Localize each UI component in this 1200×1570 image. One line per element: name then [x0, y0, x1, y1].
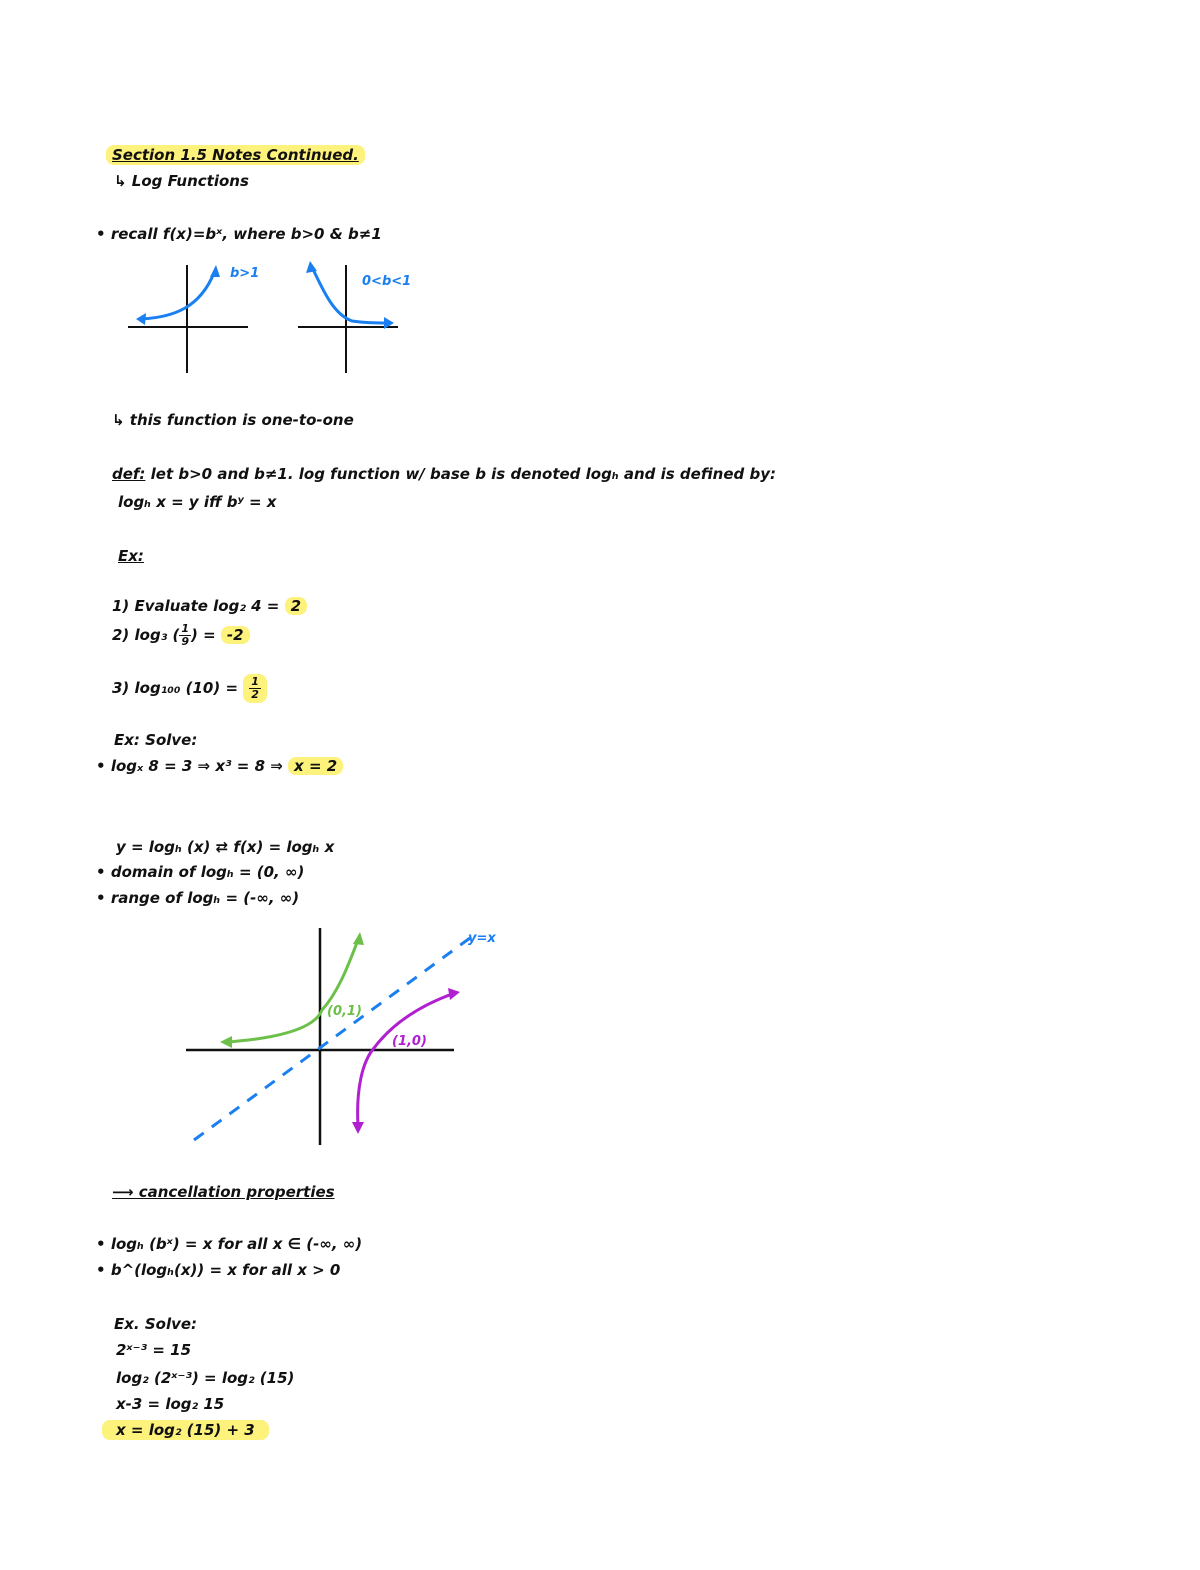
- range-line: [96, 888, 299, 908]
- ex1-text: 1) Evaluate log₂ 4 =: [112, 597, 280, 615]
- arrow-head-top: [306, 261, 317, 273]
- cancel-property-1: [96, 1234, 362, 1254]
- ex2-denominator: 9: [181, 635, 190, 648]
- cancellation-heading: [112, 1182, 335, 1202]
- def-prefix: def:: [112, 465, 146, 483]
- green-arrow-left: [220, 1036, 232, 1048]
- ex2-answer: -2: [221, 626, 250, 644]
- exponential-curve: [228, 940, 358, 1042]
- definition-line: [112, 464, 776, 484]
- bullet: •: [96, 1235, 106, 1253]
- exp-log-graph: [180, 920, 510, 1155]
- label-point-1-0: (1,0): [392, 1034, 427, 1049]
- solve-heading-2: [114, 1314, 197, 1334]
- one-to-one-note: ↳ this function is one-to-one: [112, 411, 354, 429]
- example-1: [112, 596, 307, 616]
- examples-heading: Ex:: [118, 547, 144, 565]
- graph-b-greater-1: [128, 265, 259, 373]
- cancel1-text: logₕ (bˣ) = x for all x ∈ (-∞, ∞): [110, 1235, 363, 1253]
- solve1-text: logₓ 8 = 3 ⇒ x³ = 8 ⇒: [110, 757, 283, 775]
- def-body: let b>0 and b≠1. log function w/ base b is denoted logₕ and is defined by:: [145, 465, 776, 483]
- label-b-less-1: 0<b<1: [362, 274, 412, 289]
- definition-statement: logₕ x = y iff bʸ = x: [118, 493, 277, 511]
- ex2-prefix: 2) log₃ (: [112, 626, 180, 644]
- label-point-0-1: (0,1): [327, 1004, 362, 1019]
- bullet: •: [96, 757, 106, 775]
- bullet: •: [96, 889, 106, 907]
- ex2-numerator: 1: [181, 622, 190, 635]
- section-subtitle: ↳ Log Functions: [114, 172, 249, 190]
- line-y-equals-x: [194, 938, 470, 1140]
- solve-step-1: 2ˣ⁻³ = 15: [116, 1341, 191, 1359]
- label-b-greater-1: b>1: [230, 266, 260, 281]
- range-text: range of logₕ = (-∞, ∞): [110, 889, 300, 907]
- solve1-answer: x = 2: [288, 757, 343, 775]
- solve-step-2: log₂ (2ˣ⁻³) = log₂ (15): [116, 1369, 295, 1387]
- logarithmic-curve: [358, 994, 452, 1126]
- example-2: [112, 620, 250, 650]
- bullet: •: [96, 225, 106, 243]
- cancellation-text: ⟶ cancellation properties: [112, 1183, 335, 1201]
- bullet: •: [96, 863, 106, 881]
- green-arrow-top: [353, 932, 364, 945]
- final-answer: x = log₂ (15) + 3: [102, 1420, 269, 1440]
- solve2-heading-text: Ex. Solve:: [114, 1315, 198, 1333]
- ex3-numerator: 1: [251, 675, 259, 688]
- ex2-fraction: [179, 623, 191, 648]
- bullet: •: [96, 1261, 106, 1279]
- example-3: [112, 670, 267, 706]
- ex3-fraction: [249, 676, 261, 701]
- solve-heading: Ex: Solve:: [114, 731, 198, 749]
- cancel2-text: b^(logₕ(x)) = x for all x > 0: [110, 1261, 341, 1279]
- growth-curve: [142, 273, 214, 319]
- arrow-head-left: [136, 313, 146, 325]
- recall-text: recall f(x)=bˣ, where b>0 & b≠1: [110, 225, 382, 243]
- purple-arrow-right: [448, 988, 460, 1000]
- cancel-property-2: [96, 1260, 340, 1280]
- log-function-definition: y = logₕ (x) ⇄ f(x) = logₕ x: [116, 838, 335, 856]
- page-title: Section 1.5 Notes Continued.: [106, 145, 365, 165]
- solve-line-1: [96, 756, 343, 776]
- ex2-suffix: ) =: [191, 626, 216, 644]
- ex3-prefix: 3) log₁₀₀ (10) =: [112, 679, 239, 697]
- domain-text: domain of logₕ = (0, ∞): [110, 863, 305, 881]
- ex3-denominator: 2: [251, 688, 259, 701]
- domain-line: [96, 862, 304, 882]
- ex1-answer: 2: [285, 597, 307, 615]
- arrow-head-top: [210, 265, 220, 277]
- solve-step-3: x-3 = log₂ 15: [116, 1395, 225, 1413]
- recall-line: [96, 224, 382, 244]
- ex3-answer: [243, 674, 267, 703]
- exponential-graphs: [120, 255, 420, 380]
- label-y-equals-x: y=x: [468, 931, 496, 946]
- graph-b-less-1: [298, 261, 411, 373]
- purple-arrow-bottom: [352, 1122, 364, 1134]
